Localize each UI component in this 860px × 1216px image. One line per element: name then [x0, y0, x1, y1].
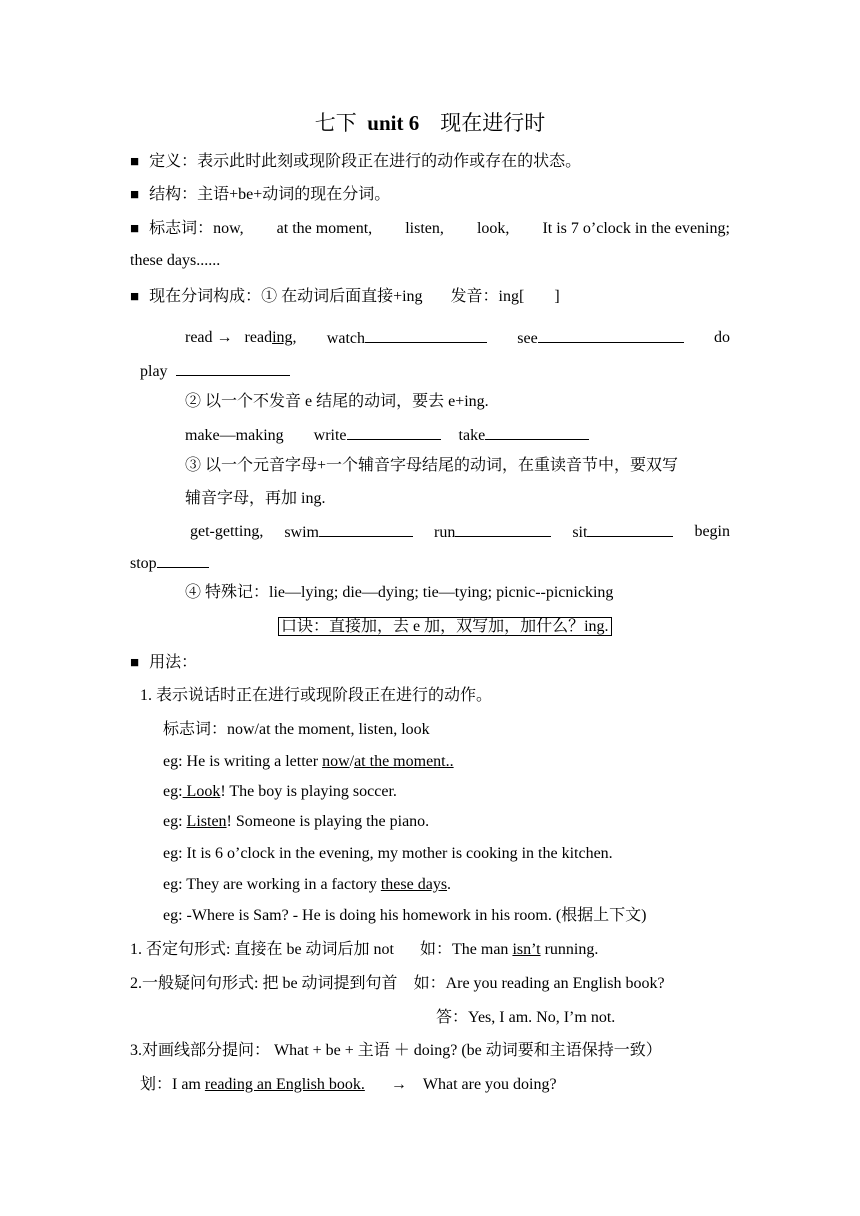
answer-blank[interactable] — [538, 328, 684, 343]
definition-line — [130, 152, 581, 172]
underlined-phrase: reading an English book. — [204, 1076, 365, 1093]
rule2-example-line — [185, 425, 589, 446]
question-form-text: 2.一般疑问句形式: 把 be 动词提到句首 — [130, 975, 398, 992]
title-unit: unit 6 — [367, 111, 420, 135]
mnemonic-box — [278, 617, 612, 637]
example-word: do — [714, 329, 730, 346]
signal-label: 标志词： — [149, 220, 214, 237]
example-suffix: ing — [272, 329, 293, 346]
underlined-signal: these days — [380, 876, 448, 893]
example-word: swim — [284, 524, 319, 541]
rule1-example-continued — [140, 361, 290, 382]
example-word: read — [244, 329, 273, 346]
underlined-signal: now — [322, 753, 350, 770]
answer-blank[interactable] — [157, 553, 209, 568]
pronunciation-label: 发音：ing[ — [450, 288, 525, 305]
underlined-signal: at the moment.. — [354, 753, 454, 770]
pronunciation-bracket: ] — [554, 288, 560, 305]
signal-words-line — [130, 219, 730, 239]
example-sentence: eg: -Where is Sam? - He is doing his homework in his room. (根据上下文) — [163, 907, 647, 924]
answer-blank[interactable] — [347, 425, 441, 440]
underlined-signal: Listen — [186, 813, 227, 830]
negative-form-line: 1. 否定句形式: 直接在 be 动词后加 not 如：The man isn’t running. — [130, 941, 599, 958]
example-word: take — [458, 427, 486, 444]
signal-word: at the moment, — [276, 220, 373, 237]
bullet-square-icon: ■ — [130, 187, 140, 203]
structure-line — [130, 185, 390, 205]
example-sentence: eg: Look! The boy is playing soccer. — [163, 783, 397, 800]
structure-text: 结构：主语+be+动词的现在分词。 — [149, 186, 391, 203]
formation-heading-line — [130, 287, 560, 307]
signal-word: now, — [213, 220, 244, 237]
example-word: stop — [130, 555, 157, 572]
signal-words-continued: these days...... — [130, 252, 221, 269]
example-word: make—making — [185, 427, 284, 444]
arrow-icon: → — [390, 1076, 407, 1093]
example-word: play — [140, 363, 168, 380]
answer-text: 答：Yes, I am. No, I’m not. — [436, 1009, 616, 1026]
example-sentence: eg: They are working in a factory these days. — [163, 876, 452, 893]
rule3-example-continued — [130, 553, 209, 574]
rule2-text: ② 以一个不发音 e 结尾的动词，要去 e+ing. — [185, 393, 489, 410]
usage-heading-line — [130, 653, 197, 673]
page-title — [0, 107, 860, 137]
example-word: read — [185, 329, 213, 346]
bullet-square-icon: ■ — [130, 154, 140, 170]
title-topic: 现在进行时 — [440, 111, 546, 135]
wh-question-example: 划：I am reading an English book. → What are you doing? — [140, 1076, 557, 1093]
wh-question-text: 3.对画线部分提问： What + be + 主语 ＋ doing? (be 动词要和主语保持一致） — [130, 1042, 662, 1059]
bullet-square-icon: ■ — [130, 655, 140, 671]
example-sentence: eg: Listen! Someone is playing the piano. — [163, 813, 430, 830]
rule3-example-line — [190, 522, 730, 543]
rule3-text-continued: 辅音字母，再加 ing. — [185, 490, 326, 507]
underlined-signal: Look — [182, 783, 221, 800]
answer-blank[interactable] — [365, 328, 487, 343]
question-form-line: 2.一般疑问句形式: 把 be 动词提到句首 如：Are you reading an English book? — [130, 975, 665, 992]
example-word: sit — [572, 524, 588, 541]
rule3-text: ③ 以一个元音字母+一个辅音字母结尾的动词，在重读音节中，要双写 — [185, 457, 679, 474]
mnemonic-text: 口诀：直接加，去 e 加，双写加，加什么？ing. — [278, 617, 612, 636]
title-grade: 七下 — [314, 111, 357, 135]
example-word: get-getting, — [190, 523, 264, 540]
formation-heading: 现在分词构成：① 在动词后面直接+ing — [149, 288, 423, 305]
arrow-icon: → — [216, 329, 233, 346]
signal-word: look, — [476, 220, 510, 237]
example-word: write — [313, 427, 347, 444]
signal-word: listen, — [405, 220, 444, 237]
answer-blank[interactable] — [319, 522, 413, 537]
definition-text: 定义：表示此时此刻或现阶段正在进行的动作或存在的状态。 — [149, 153, 582, 170]
example-word: begin — [694, 523, 730, 540]
bullet-square-icon: ■ — [130, 289, 140, 305]
answer-blank[interactable] — [455, 522, 551, 537]
usage-heading: 用法： — [149, 654, 198, 671]
rule1-example-line: read → reading, watch see do — [185, 329, 730, 347]
usage-signal-words: 标志词：now/at the moment, listen, look — [163, 721, 430, 738]
example-word: run — [433, 524, 456, 541]
negative-form-text: 1. 否定句形式: 直接在 be 动词后加 not — [130, 941, 394, 958]
usage-item-1: 1. 表示说话时正在进行或现阶段正在进行的动作。 — [140, 687, 493, 704]
example-word: see — [517, 330, 538, 347]
answer-blank[interactable] — [587, 522, 673, 537]
bullet-square-icon: ■ — [130, 221, 140, 237]
answer-blank[interactable] — [485, 425, 589, 440]
underlined-word: isn’t — [512, 941, 541, 958]
example-sentence: eg: He is writing a letter now/at the moment.. — [163, 753, 454, 770]
example-sentence: eg: It is 6 o’clock in the evening, my mother is cooking in the kitchen. — [163, 845, 613, 862]
signal-word: It is 7 o’clock in the evening; — [542, 220, 730, 237]
example-word: watch — [326, 330, 365, 347]
rule4-text: ④ 特殊记：lie—lying; die—dying; tie—tying; picnic--picnicking — [185, 584, 614, 601]
answer-blank[interactable] — [176, 361, 290, 376]
